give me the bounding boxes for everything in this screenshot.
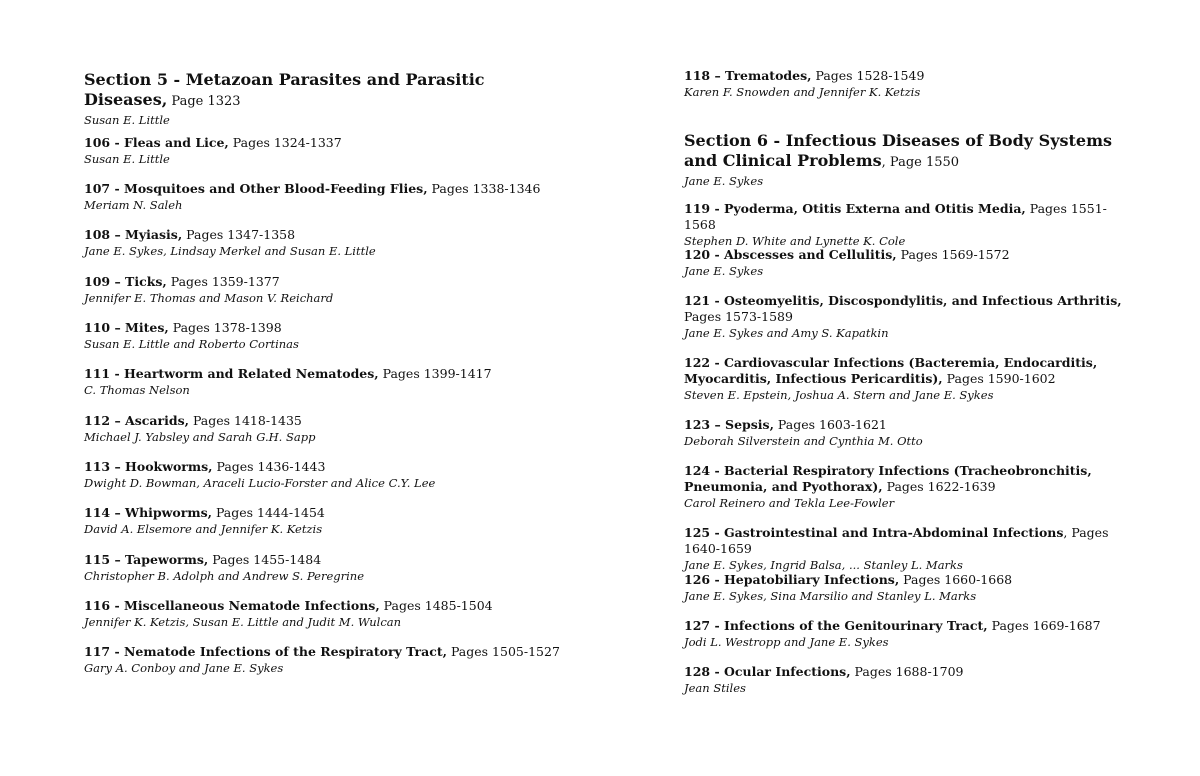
chapter-pages: Pages 1669-1687 xyxy=(987,618,1101,633)
chapter-authors: Jodi L. Westropp and Jane E. Sykes xyxy=(684,635,889,649)
chapter-entry[interactable] xyxy=(684,572,1124,604)
chapter-title: 109 – Ticks, xyxy=(84,274,167,289)
chapter-pages: , Pages 1640-1659 xyxy=(684,525,1109,556)
chapter-authors: Jane E. Sykes xyxy=(684,264,764,278)
chapter-pages: Pages 1590-1602 xyxy=(942,371,1056,386)
chapter-pages: Pages 1399-1417 xyxy=(378,366,492,381)
chapter-title: 106 - Fleas and Lice, xyxy=(84,135,229,150)
chapter-authors: Deborah Silverstein and Cynthia M. Otto xyxy=(684,434,923,448)
chapter-entry[interactable] xyxy=(84,505,564,537)
chapter-title: 125 - Gastrointestinal and Intra-Abdominal Infections xyxy=(684,525,1064,540)
chapter-entry[interactable] xyxy=(84,644,564,676)
chapter-authors: Carol Reinero and Tekla Lee-Fowler xyxy=(684,496,895,510)
chapter-pages: Pages 1418-1435 xyxy=(188,413,302,428)
chapter-pages: Pages 1455-1484 xyxy=(208,552,322,567)
chapter-pages: Pages 1378-1398 xyxy=(168,320,282,335)
chapter-entry[interactable] xyxy=(84,413,564,445)
chapter-title: 122 - Cardiovascular Infections (Bacteremia, Endocarditis, Myocarditis, Infectious Pericarditis), xyxy=(684,355,1098,386)
section-6-title: Section 6 - Infectious Diseases of Body Systems and Clinical Problems xyxy=(684,131,1113,170)
chapter-pages: Pages 1569-1572 xyxy=(896,247,1010,262)
chapter-title: 121 - Osteomyelitis, Discospondylitis, and Infectious Arthritis, xyxy=(684,293,1122,308)
chapter-title: 110 – Mites, xyxy=(84,320,169,335)
chapter-title: 119 - Pyoderma, Otitis Externa and Otitis Media, xyxy=(684,201,1026,216)
chapter-authors: Dwight D. Bowman, Araceli Lucio-Forster and Alice C.Y. Lee xyxy=(84,476,436,490)
section-5-title: Section 5 - Metazoan Parasites and Parasitic Diseases, xyxy=(84,70,485,109)
chapter-entry[interactable] xyxy=(684,68,1124,100)
section-6-author: Jane E. Sykes xyxy=(684,174,764,188)
chapter-authors: Stephen D. White and Lynette K. Cole xyxy=(684,234,906,248)
chapter-title: 118 – Trematodes, xyxy=(684,68,812,83)
chapter-authors: Michael J. Yabsley and Sarah G.H. Sapp xyxy=(84,430,316,444)
chapter-entry[interactable] xyxy=(684,201,1124,249)
chapter-entry[interactable] xyxy=(84,459,564,491)
chapter-entry[interactable] xyxy=(84,366,564,398)
chapter-pages: Pages 1485-1504 xyxy=(379,598,493,613)
chapter-authors: Jane E. Sykes and Amy S. Kapatkin xyxy=(684,326,889,340)
chapter-title: 114 – Whipworms, xyxy=(84,505,212,520)
chapter-authors: Karen F. Snowden and Jennifer K. Ketzis xyxy=(684,85,921,99)
chapter-authors: Jennifer E. Thomas and Mason V. Reichard xyxy=(84,291,334,305)
chapter-entry[interactable] xyxy=(84,598,564,630)
chapter-title: 117 - Nematode Infections of the Respiratory Tract, xyxy=(84,644,447,659)
chapter-title: 120 - Abscesses and Cellulitis, xyxy=(684,247,897,262)
section-6-heading[interactable] xyxy=(684,131,1124,189)
chapter-title: 128 - Ocular Infections, xyxy=(684,664,851,679)
chapter-authors: Meriam N. Saleh xyxy=(84,198,183,212)
chapter-title: 113 – Hookworms, xyxy=(84,459,213,474)
chapter-entry[interactable] xyxy=(84,227,564,259)
section-5-author: Susan E. Little xyxy=(84,113,170,127)
chapter-authors: Jane E. Sykes, Ingrid Balsa, ... Stanley L. Marks xyxy=(684,558,963,572)
chapter-entry[interactable] xyxy=(684,463,1124,511)
chapter-pages: Pages 1436-1443 xyxy=(212,459,326,474)
chapter-entry[interactable] xyxy=(684,247,1124,279)
chapter-authors: Gary A. Conboy and Jane E. Sykes xyxy=(84,661,284,675)
chapter-entry[interactable] xyxy=(684,293,1124,341)
chapter-authors: Christopher B. Adolph and Andrew S. Peregrine xyxy=(84,569,365,583)
chapter-pages: Pages 1660-1668 xyxy=(899,572,1013,587)
chapter-title: 126 - Hepatobiliary Infections, xyxy=(684,572,900,587)
chapter-entry[interactable] xyxy=(84,274,564,306)
chapter-pages: Pages 1573-1589 xyxy=(684,309,793,324)
chapter-pages: Pages 1359-1377 xyxy=(166,274,280,289)
chapter-title: 123 – Sepsis, xyxy=(684,417,774,432)
chapter-title: 108 – Myiasis, xyxy=(84,227,183,242)
section-5-page: Page 1323 xyxy=(167,94,241,109)
chapter-authors: David A. Elsemore and Jennifer K. Ketzis xyxy=(84,522,323,536)
chapter-pages: Pages 1347-1358 xyxy=(182,227,296,242)
chapter-pages: Pages 1324-1337 xyxy=(228,135,342,150)
chapter-authors: Steven E. Epstein, Joshua A. Stern and Jane E. Sykes xyxy=(684,388,994,402)
chapter-entry[interactable] xyxy=(684,664,1124,696)
chapter-entry[interactable] xyxy=(684,618,1124,650)
chapter-entry[interactable] xyxy=(84,320,564,352)
chapter-pages: Pages 1528-1549 xyxy=(811,68,925,83)
chapter-title: 112 – Ascarids, xyxy=(84,413,189,428)
chapter-authors: Jane E. Sykes, Lindsay Merkel and Susan E. Little xyxy=(84,244,376,258)
chapter-title: 107 - Mosquitoes and Other Blood-Feeding Flies, xyxy=(84,181,428,196)
chapter-pages: Pages 1338-1346 xyxy=(427,181,541,196)
chapter-entry[interactable] xyxy=(84,181,564,213)
section-6-page: , Page 1550 xyxy=(881,155,960,170)
chapter-entry[interactable] xyxy=(684,355,1124,403)
chapter-pages: Pages 1505-1527 xyxy=(446,644,560,659)
chapter-entry[interactable] xyxy=(84,552,564,584)
chapter-entry[interactable] xyxy=(684,417,1124,449)
chapter-entry[interactable] xyxy=(84,135,564,167)
chapter-authors: Susan E. Little and Roberto Cortinas xyxy=(84,337,299,351)
chapter-authors: Jean Stiles xyxy=(684,681,746,695)
chapter-authors: Jennifer K. Ketzis, Susan E. Little and Judit M. Wulcan xyxy=(84,615,402,629)
chapter-pages: Pages 1688-1709 xyxy=(850,664,964,679)
chapter-title: 116 - Miscellaneous Nematode Infections, xyxy=(84,598,380,613)
chapter-authors: Jane E. Sykes, Sina Marsilio and Stanley L. Marks xyxy=(684,589,977,603)
chapter-pages: Pages 1622-1639 xyxy=(882,479,996,494)
chapter-entry[interactable] xyxy=(684,525,1124,573)
chapter-title: 111 - Heartworm and Related Nematodes, xyxy=(84,366,379,381)
chapter-title: 124 - Bacterial Respiratory Infections (Tracheobronchitis, Pneumonia, and Pyothorax), xyxy=(684,463,1092,494)
chapter-pages: Pages 1444-1454 xyxy=(211,505,325,520)
chapter-authors: C. Thomas Nelson xyxy=(84,383,190,397)
section-5-heading[interactable] xyxy=(84,70,564,128)
chapter-pages: Pages 1551-1568 xyxy=(684,201,1107,232)
chapter-authors: Susan E. Little xyxy=(84,152,170,166)
chapter-pages: Pages 1603-1621 xyxy=(773,417,887,432)
chapter-title: 127 - Infections of the Genitourinary Tract, xyxy=(684,618,988,633)
chapter-title: 115 – Tapeworms, xyxy=(84,552,209,567)
